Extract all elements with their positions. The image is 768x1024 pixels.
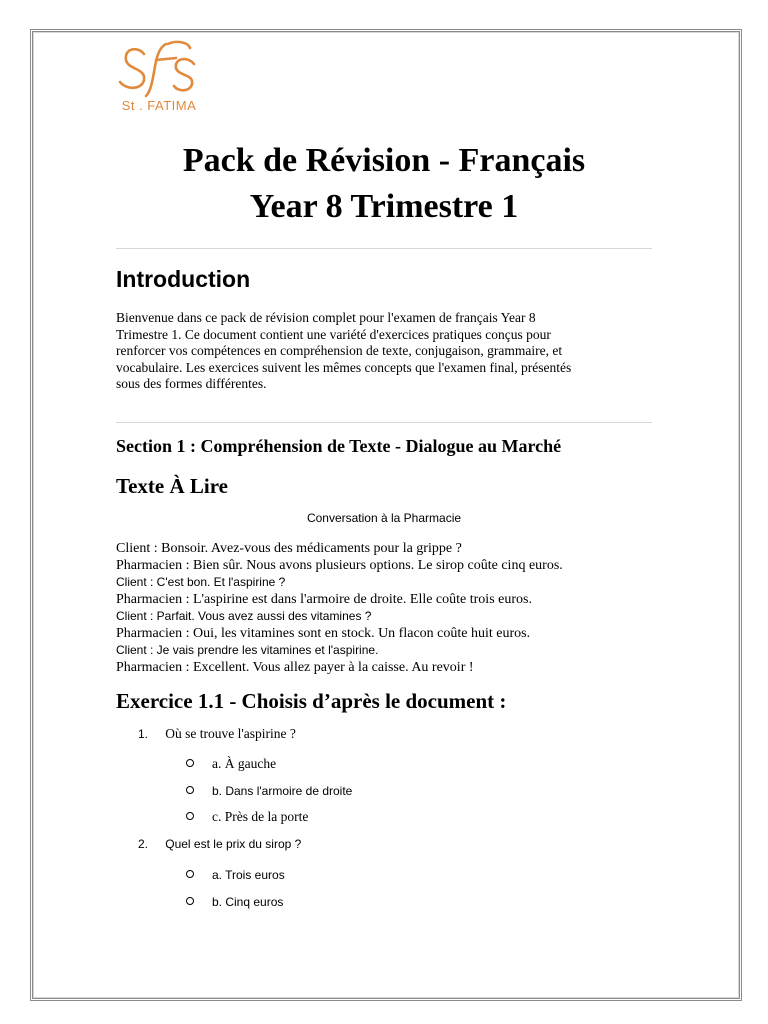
dialogue-line: Client : Je vais prendre les vitamines et l'aspirine. <box>116 643 379 657</box>
option-1c[interactable] <box>186 808 308 826</box>
introduction-heading: Introduction <box>116 266 251 292</box>
dialogue-line: Pharmacien : Bien sûr. Nous avons plusieurs options. Le sirop coûte cinq euros. <box>116 558 563 573</box>
dialogue-line: Client : C'est bon. Et l'aspirine ? <box>116 575 286 589</box>
option-text: a. Trois euros <box>212 868 285 882</box>
introduction-paragraph <box>116 310 656 393</box>
intro-line: vocabulaire. Les exercices suivent les mêmes concepts que l'examen final, présentés <box>116 359 572 375</box>
sfs-monogram-icon <box>116 38 202 100</box>
question-number: 1. <box>138 727 149 741</box>
option-text: c. Près de la porte <box>212 809 309 824</box>
question-2 <box>138 836 301 852</box>
circle-bullet-icon <box>186 870 194 878</box>
exercice-heading: Exercice 1.1 - Choisis d’après le document : <box>116 689 507 713</box>
option-text: b. Dans l'armoire de droite <box>212 784 353 798</box>
divider <box>116 248 652 249</box>
dialogue-line: Pharmacien : Excellent. Vous allez payer à la caisse. Au revoir ! <box>116 660 474 675</box>
dialogue-line: Pharmacien : L'aspirine est dans l'armoire de droite. Elle coûte trois euros. <box>116 592 532 607</box>
dialogue-line: Client : Parfait. Vous avez aussi des vitamines ? <box>116 609 372 623</box>
question-1 <box>138 726 296 742</box>
option-1a[interactable] <box>186 755 276 773</box>
intro-line: sous des formes différentes. <box>116 376 267 391</box>
circle-bullet-icon <box>186 786 194 794</box>
circle-bullet-icon <box>186 759 194 767</box>
dialogue-line: Pharmacien : Oui, les vitamines sont en stock. Un flacon coûte huit euros. <box>116 626 531 641</box>
conversation-title: Conversation à la Pharmacie <box>306 511 462 525</box>
circle-bullet-icon <box>186 897 194 905</box>
page-title <box>116 138 652 230</box>
texte-a-lire-heading: Texte À Lire <box>116 474 228 498</box>
section-1-heading: Section 1 : Compréhension de Texte - Dialogue au Marché <box>116 436 562 456</box>
question-number: 2. <box>138 837 149 851</box>
dialogue-line: Client : Bonsoir. Avez-vous des médicaments pour la grippe ? <box>116 541 462 556</box>
option-text: a. À gauche <box>212 756 277 771</box>
logo-caption: St . FATIMA <box>121 98 197 113</box>
option-2a[interactable] <box>186 866 285 884</box>
option-2b[interactable] <box>186 893 283 911</box>
intro-line: Trimestre 1. Ce document contient une variété d'exercices pratiques conçus pour <box>116 326 551 342</box>
intro-line: renforcer vos compétences en compréhension de texte, conjugaison, grammaire, et <box>116 343 563 358</box>
title-line-2: Year 8 Trimestre 1 <box>249 188 519 225</box>
dialogue <box>116 540 676 676</box>
option-text: b. Cinq euros <box>212 895 284 909</box>
question-text: Quel est le prix du sirop ? <box>165 837 302 851</box>
intro-line: Bienvenue dans ce pack de révision complet pour l'examen de français Year 8 <box>116 310 536 325</box>
st-fatima-logo <box>116 38 202 114</box>
option-1b[interactable] <box>186 782 352 800</box>
circle-bullet-icon <box>186 812 194 820</box>
divider <box>116 422 652 423</box>
question-text: Où se trouve l'aspirine ? <box>165 726 296 741</box>
title-line-1: Pack de Révision - Français <box>182 142 586 179</box>
